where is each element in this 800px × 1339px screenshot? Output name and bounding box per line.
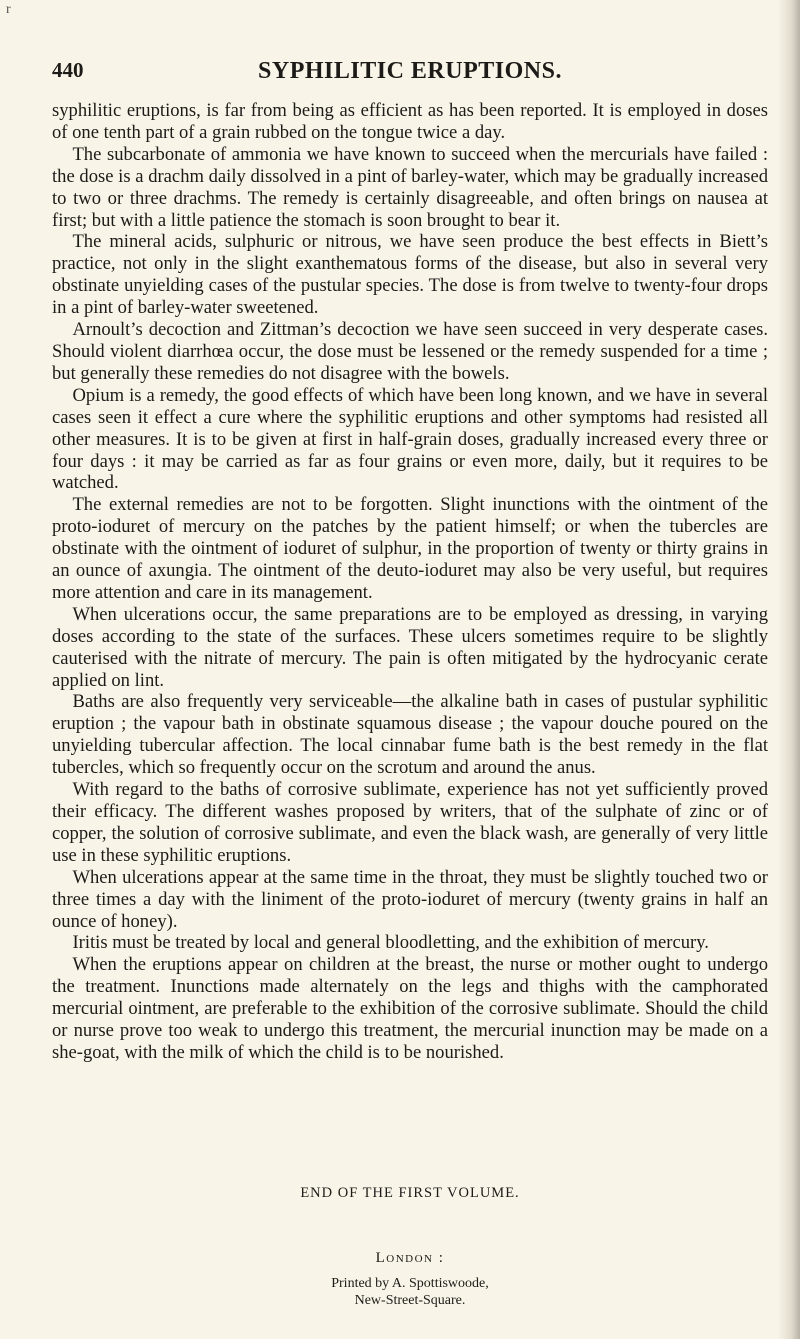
paragraph: The subcarbonate of ammonia we have known to succeed when the mercurials have failed : the dose is a drachm daily dissolved in a pint of barley-water, which may be gradually increased to two or three drachms. The remedy is certainly disagreeable, and often brings on nausea at first; but with a little patience the stomach is soon brought to bear it. — [52, 143, 768, 231]
corner-mark: r — [6, 2, 11, 17]
paragraph: The external remedies are not to be forgotten. Slight inunctions with the ointment of the proto-ioduret of mercury on the patches by the patient himself; or when the tubercles are obstinate with the ointment of ioduret of sulphur, in the proportion of twenty or thirty grains in an ounce of axungia. The ointment of the deuto-ioduret may also be very useful, but requires more attention and care in its management. — [52, 494, 768, 603]
end-of-volume-note: END OF THE FIRST VOLUME. — [300, 1185, 520, 1201]
paragraph: syphilitic eruptions, is far from being as efficient as has been reported. It is employed in doses of one tenth part of a grain rubbed on the tongue twice a day. — [52, 100, 768, 143]
page-header — [52, 58, 768, 86]
page-edge-shadow — [778, 0, 800, 1339]
paragraph: When the eruptions appear on children at the breast, the nurse or mother ought to undergo the treatment. Inunctions made alternately on the legs and thighs with the camphorated mercurial ointment, are preferable to the exhibition of the corrosive sublimate. Should the child or nurse prove too weak to undergo this treatment, the mercurial inunction may be made on a she-goat, with the milk of which the child is to be nourished. — [52, 954, 768, 1063]
paragraph: Opium is a remedy, the good effects of which have been long known, and we have in several cases seen it effect a cure where the syphilitic eruptions and other symptoms had resisted all other measures. It is to be given at first in half-grain doses, gradually increased every three or four days : it may be carried as far as four grains or even more, daily, but it requires to be watched. — [52, 384, 768, 494]
imprint-address: New-Street-Square. — [354, 1293, 466, 1308]
paragraph: The mineral acids, sulphuric or nitrous, we have seen produce the best effects in Biett’s practice, not only in the slight exanthematous forms of the disease, but also in several very obstinate unyielding cases of the pustular species. The dose is from twelve to twenty-four drops in a pint of barley-water sweetened. — [52, 231, 768, 319]
page-number: 440 — [52, 58, 84, 82]
imprint-printer: Printed by A. Spottiswoode, — [331, 1276, 489, 1291]
paragraph: Iritis must be treated by local and general bloodletting, and the exhibition of mercury. — [72, 932, 709, 954]
paragraph: Arnoult’s decoction and Zittman’s decoction we have seen succeed in very desperate cases. Should violent diarrhœa occur, the dose must be lessened or the remedy suspended for a time ; but generally these remedies do not disagree with the bowels. — [52, 319, 768, 384]
imprint-city: London : — [375, 1250, 445, 1266]
body-text — [52, 100, 768, 1064]
paragraph: With regard to the baths of corrosive sublimate, experience has not yet sufficiently proved their efficacy. The different washes proposed by writers, that of the sulphate of zinc or of copper, the solution of corrosive sublimate, and even the black wash, are generally of very little use in these syphilitic eruptions. — [52, 779, 768, 866]
paragraph: When ulcerations occur, the same preparations are to be employed as dressing, in varying doses according to the state of the surfaces. These ulcers sometimes require to be slightly cauterised with the nitrate of mercury. The pain is often mitigated by the hydrocyanic cerate applied on lint. — [52, 603, 768, 691]
paragraph: Baths are also frequently very serviceable—the alkaline bath in cases of pustular syphilitic eruption ; the vapour bath in obstinate squamous disease ; the vapour douche poured on the unyielding tubercular affection. The local cinnabar fume bath is the best remedy in the flat tubercles, which so frequently occur on the scrotum and around the anus. — [52, 691, 768, 779]
paragraph: When ulcerations appear at the same time in the throat, they must be slightly touched two or three times a day with the liniment of the proto-ioduret of mercury (twenty grains in half an ounce of honey). — [52, 866, 768, 932]
running-title: SYPHILITIC ERUPTIONS. — [258, 58, 562, 84]
printer-imprint — [52, 1250, 768, 1309]
